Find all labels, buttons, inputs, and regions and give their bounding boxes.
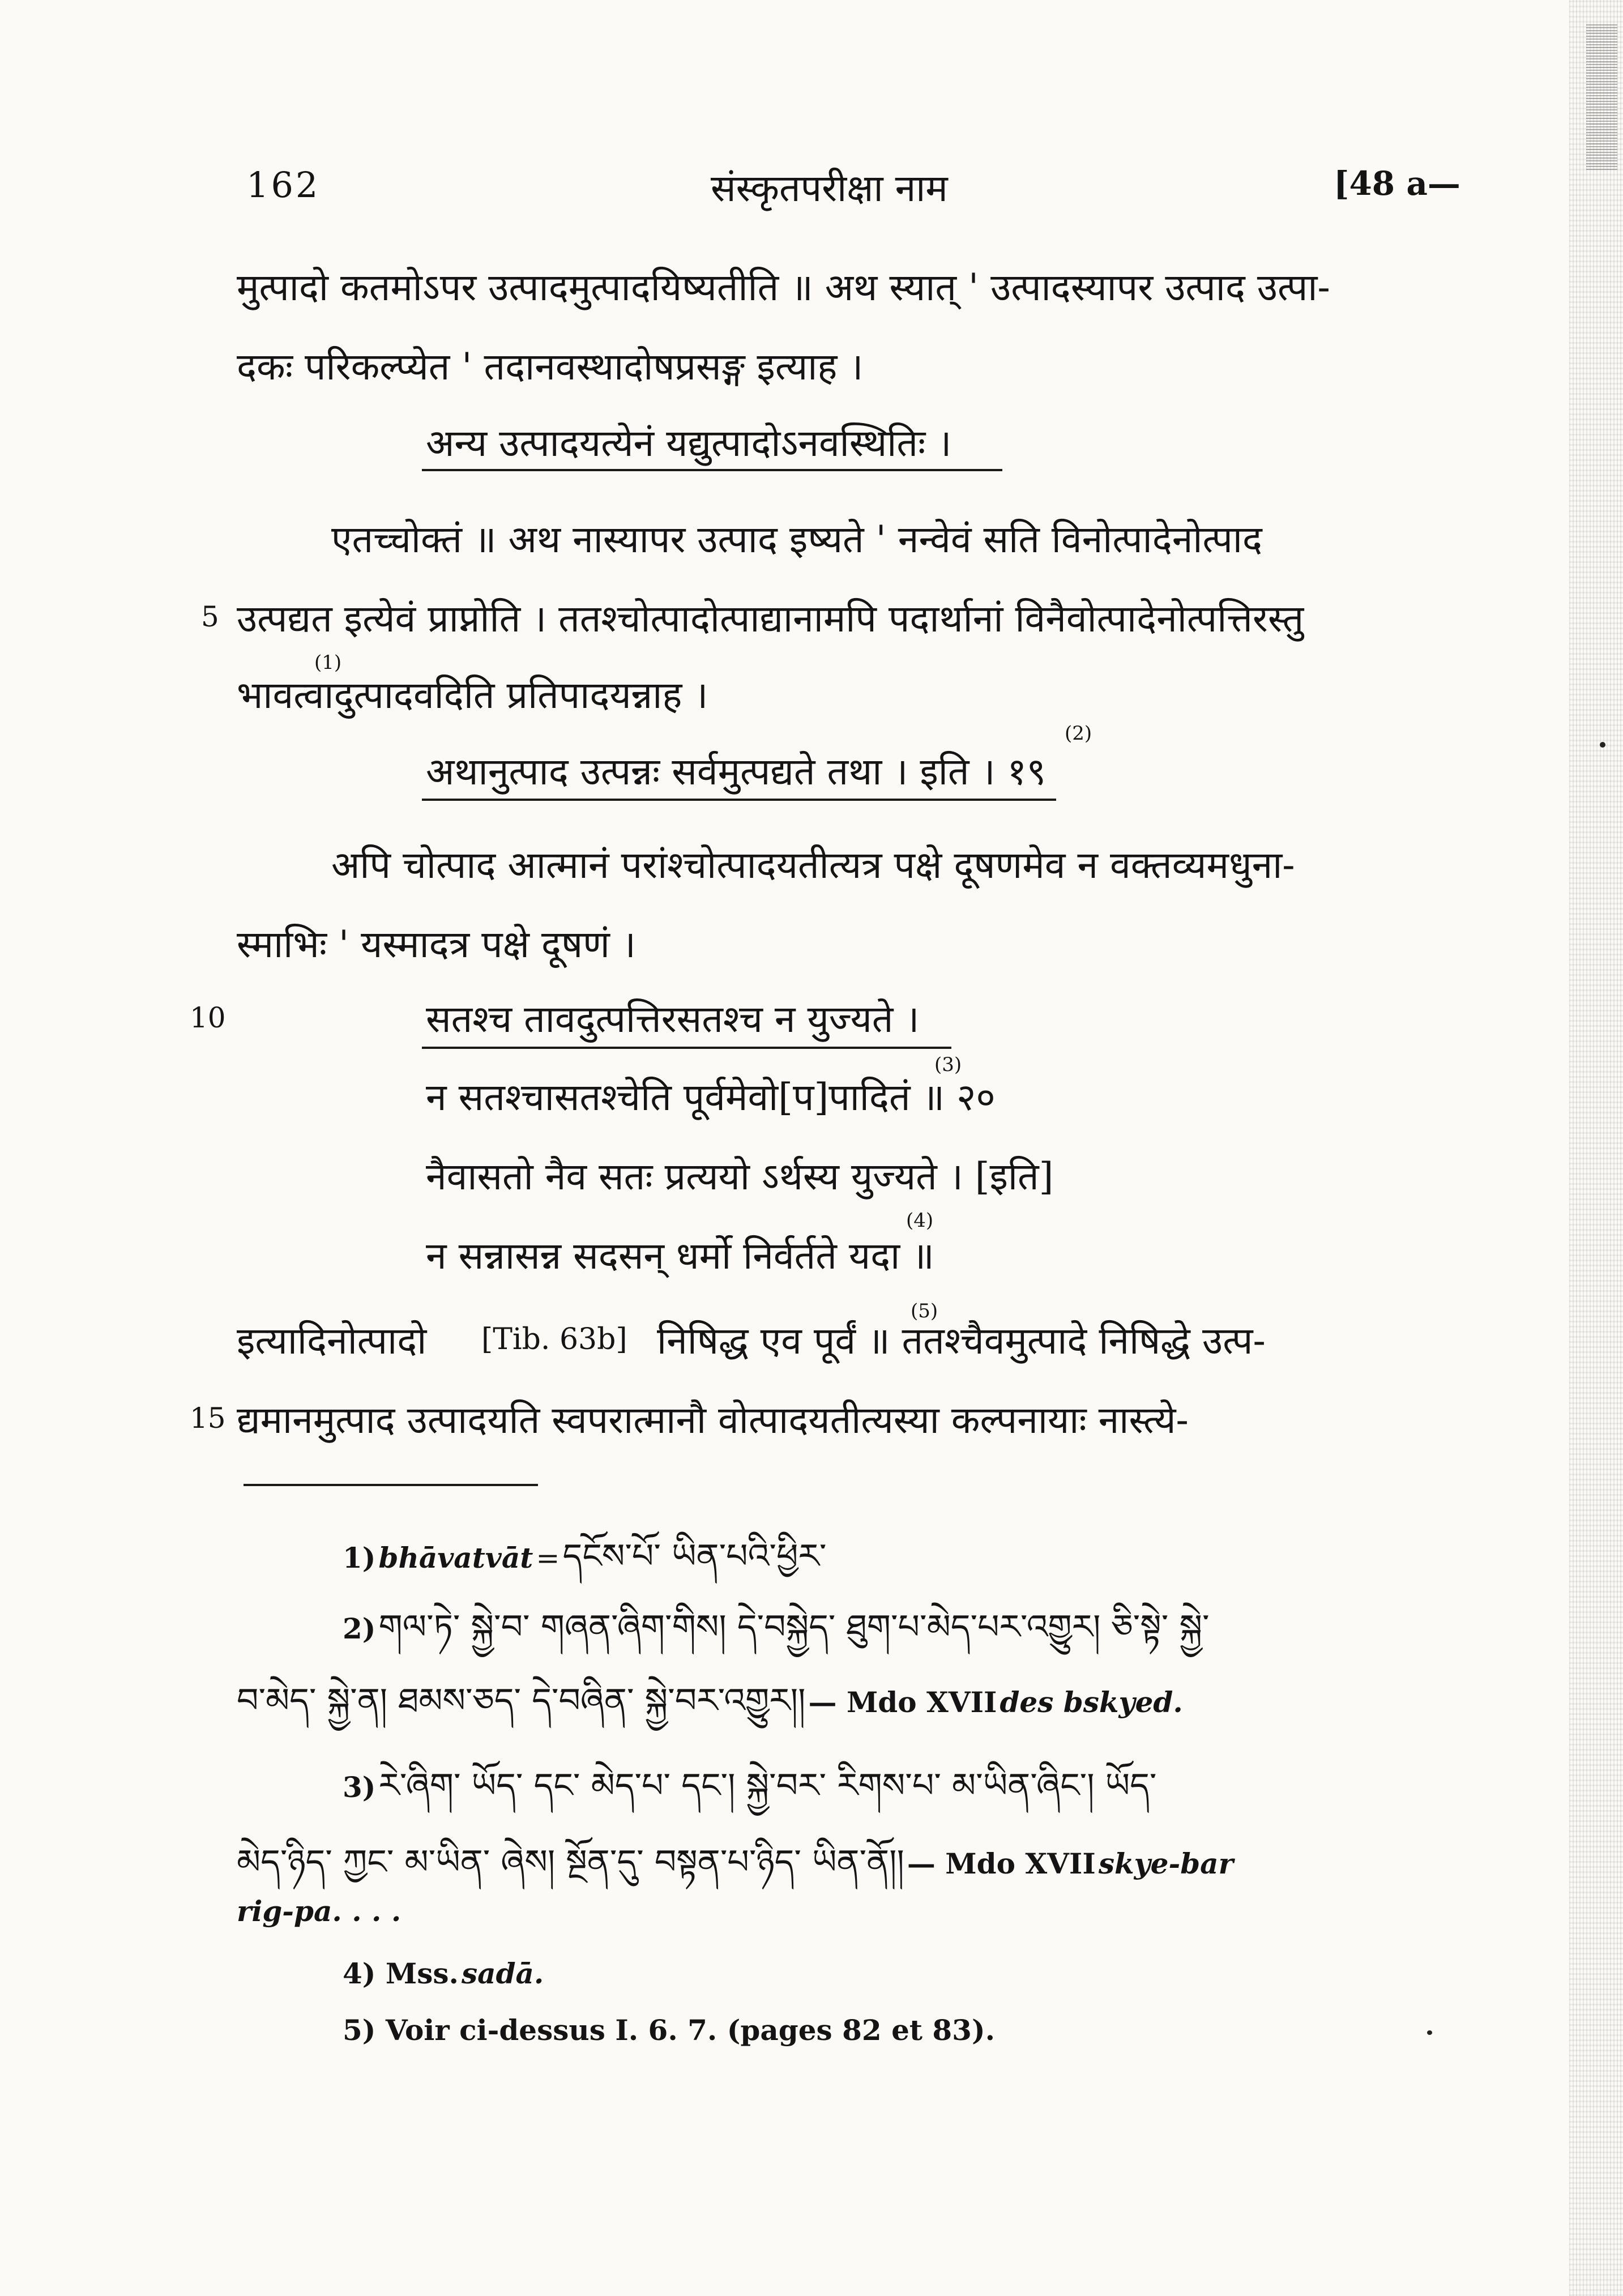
footnote-1-tibetan: དངོས་པོ་ ཡིན་པའི་ཕྱིར་ xyxy=(562,1537,827,1576)
scan-speck xyxy=(1427,2030,1432,2035)
footnote-1-label: 1) xyxy=(343,1541,376,1574)
line-number-10: 10 xyxy=(190,1001,226,1034)
text-line-14-start: इत्यादिनोत्पादो xyxy=(237,1319,427,1363)
footnote-3-source-title: skye-bar xyxy=(1098,1847,1233,1880)
scan-speck xyxy=(1600,742,1605,748)
footnote-2-tibetan-2: བ་མེད་ སྐྱེ་ན། ཐམས་ཅད་ དེ་བཞིན་ སྐྱེ་བར་འགྱུར།། xyxy=(237,1681,806,1721)
tibetan-folio-reference: [Tib. 63b] xyxy=(481,1322,627,1356)
verse-line-3b: न सतश्चासतश्चेति पूर्वमेवो[प]पादितं ॥ २० xyxy=(426,1076,996,1119)
text-line-5: उत्पद्यत इत्येवं प्राप्नोति । ततश्चोत्पादोत्पाद्यानामपि पदार्थानां विनैवोत्पादेनोत्पत्तिरस्तु xyxy=(237,597,1304,641)
text-line-4: एतच्चोक्तं ॥ अथ नास्यापर उत्पाद इष्यते ' नन्वेवं सति विनोत्पादेनोत्पाद xyxy=(331,518,1262,561)
verse-underline-2 xyxy=(422,799,1056,801)
footnote-3-continuation: rig-pa. . . . xyxy=(237,1894,402,1928)
note-marker-2: (2) xyxy=(1065,722,1092,745)
verse-line-2: अथानुत्पाद उत्पन्नः सर्वमुत्पद्यते तथा । इति । १९ xyxy=(426,750,1047,793)
footnote-1-term: bhāvatvāt xyxy=(378,1541,533,1574)
footnote-4-label: 4) Mss. xyxy=(343,1957,459,1990)
verse-line-4a: नैवासतो नैव सतः प्रत्ययो ऽर्थस्य युज्यते । [इति] xyxy=(426,1155,1054,1198)
footnote-4-term: sadā. xyxy=(462,1957,544,1990)
page-number: 162 xyxy=(246,164,321,206)
verse-line-1: अन्य उत्पादयत्येनं यद्युत्पादोऽनवस्थितिः । xyxy=(426,421,952,465)
section-reference: [48 a— xyxy=(1334,164,1460,203)
footnote-separator xyxy=(244,1484,538,1486)
scan-edge-shadow xyxy=(1586,23,1617,170)
footnote-2-tibetan-1: གལ་ཏེ་ སྐྱེ་བ་ གཞན་ཞིག་གིས། དེ་བསྐྱེད་ ཐུག་པ་མེད་པར་འགྱུར། ཅི་སྟེ་ སྐྱེ་ xyxy=(378,1607,1210,1647)
scan-edge-noise xyxy=(1569,0,1623,2296)
footnote-3-label: 3) xyxy=(343,1770,376,1804)
footnote-5: 5) Voir ci-dessus I. 6. 7. (pages 82 et 83). xyxy=(343,2013,996,2047)
footnote-3-tibetan-2: མེད་ཉིད་ ཀྱང་ མ་ཡིན་ ཞེས། སྔོན་དུ་ བསྟན་པ་ཉིད་ ཡིན་ནོ།། xyxy=(237,1842,904,1882)
text-line-14-end: निषिद्ध एव पूर्वं ॥ ततश्चैवमुत्पादे निषिद्धे उत्प- xyxy=(657,1319,1266,1363)
footnote-2-source: — Mdo XVII xyxy=(808,1685,997,1719)
footnote-3-source: — Mdo XVII xyxy=(907,1847,1096,1880)
note-marker-3: (3) xyxy=(934,1053,962,1076)
footnote-4 xyxy=(343,1957,544,1990)
text-line-8: अपि चोत्पाद आत्मानं परांश्चोत्पादयतीत्यत्र पक्षे दूषणमेव न वक्तव्यमधुना- xyxy=(331,843,1295,887)
verse-underline-3 xyxy=(422,1047,951,1049)
line-number-15: 15 xyxy=(190,1402,226,1435)
text-line-15: द्यमानमुत्पाद उत्पादयति स्वपरात्मानौ वोत्पादयतीत्यस्या कल्पनायाः नास्त्ये- xyxy=(237,1398,1189,1442)
text-line-1: मुत्पादो कतमोऽपर उत्पादमुत्पादयिष्यतीति ॥ अथ स्यात् ' उत्पादस्यापर उत्पाद उत्पा- xyxy=(237,266,1330,309)
verse-line-4b: न सन्नासन्न सदसन् धर्मो निर्वर्तते यदा ॥ xyxy=(426,1234,934,1278)
verse-underline-1 xyxy=(422,469,1002,471)
note-marker-4: (4) xyxy=(906,1209,934,1232)
footnote-1-equals: = xyxy=(536,1542,560,1574)
footnote-3-tibetan-1: རེ་ཞིག་ ཡོད་ དང་ མེད་པ་ དང་། སྐྱེ་བར་ རིགས་པ་ མ་ཡིན་ཞིང་། ཡོད་ xyxy=(378,1766,1157,1806)
text-line-6: भावत्वादुत्पादवदिति प्रतिपादयन्नाह । xyxy=(237,673,708,717)
line-number-5: 5 xyxy=(201,600,219,633)
running-title: संस्कृतपरीक्षा नाम xyxy=(711,167,948,210)
text-line-2: दकः परिकल्प्येत ' तदानवस्थादोषप्रसङ्ग इत्याह । xyxy=(237,345,864,389)
footnote-2-line-2 xyxy=(237,1662,1183,1758)
note-marker-1: (1) xyxy=(314,651,342,674)
footnote-2-label: 2) xyxy=(343,1612,376,1645)
footnote-2-source-title: des bskyed. xyxy=(1000,1685,1183,1719)
verse-line-3a: सतश्च तावदुत्पत्तिरसतश्च न युज्यते । xyxy=(426,997,920,1041)
footnote-3-line-3 xyxy=(237,1894,401,1928)
note-marker-5: (5) xyxy=(911,1300,938,1322)
text-line-9: स्माभिः ' यस्मादत्र पक्षे दूषणं । xyxy=(237,923,636,966)
